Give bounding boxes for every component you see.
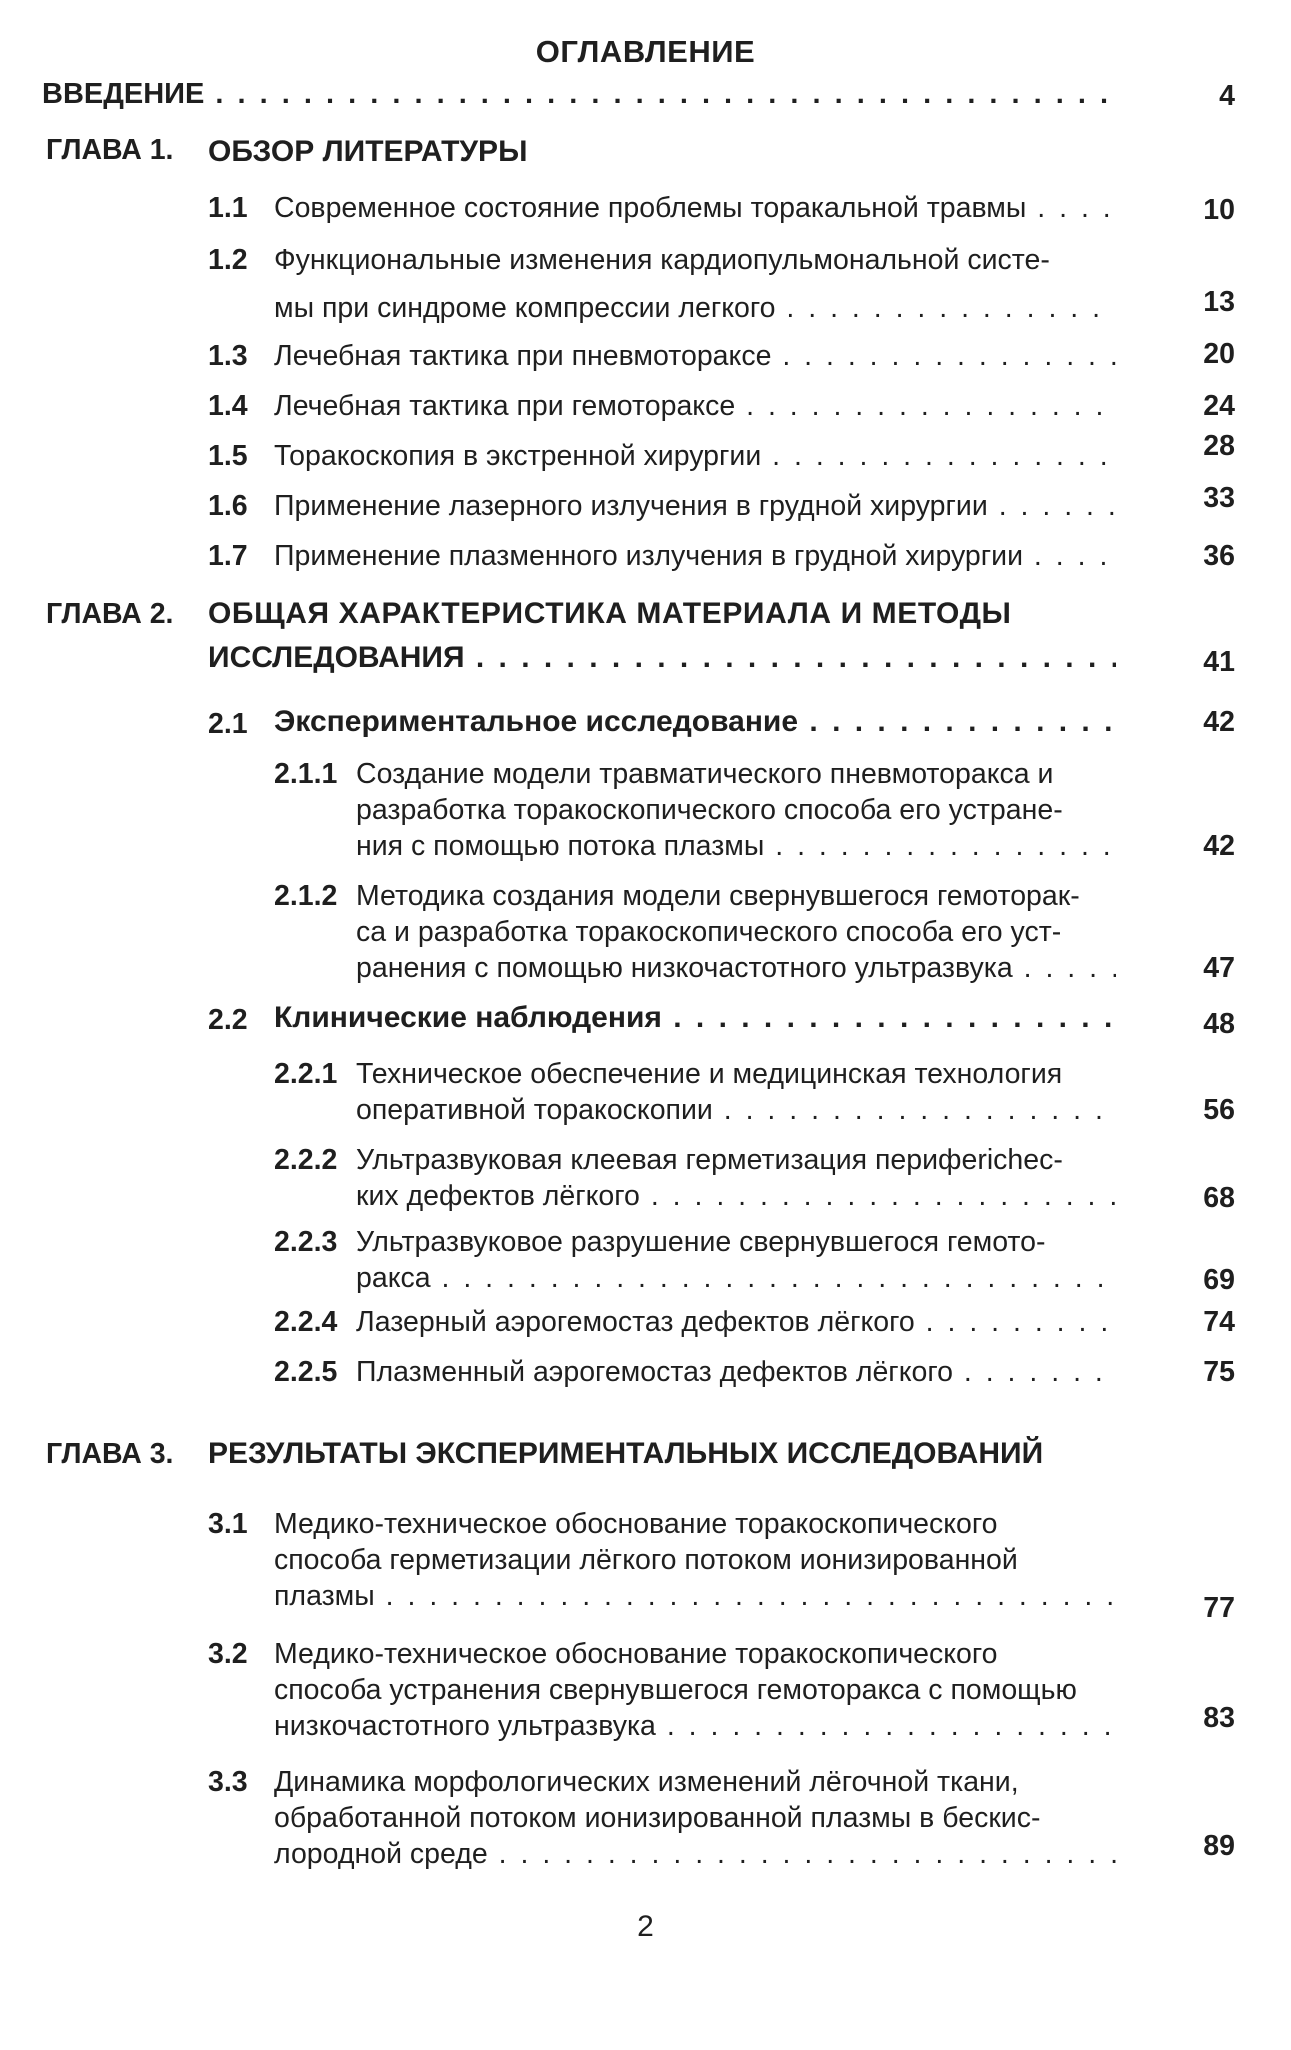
toc-entry-line: са и разработка торакоскопического способа его уст- <box>356 916 1062 948</box>
section-number: 1.1 <box>208 192 248 224</box>
toc-entry-text <box>356 1260 1116 1296</box>
toc-entry-line: Лечебная тактика при гемотораксе <box>274 390 736 422</box>
toc-entry-text <box>274 1578 1116 1614</box>
toc-page-number: 89 <box>1203 1830 1235 1862</box>
toc-entry-line: мы при синдроме компрессии легкого <box>274 292 776 324</box>
toc-entry-line: Торакоскопия в экстренной хирургии <box>274 440 762 472</box>
toc-entry-text <box>274 388 1116 424</box>
toc-entry-line: Функциональные изменения кардиопульмональной систе- <box>274 244 1050 276</box>
toc-page-number: 42 <box>1203 706 1235 738</box>
toc-entry-line: способа устранения свернувшегося гемоторакса с помощью <box>274 1674 1077 1706</box>
toc-entry-line: оперативной торакоскопии <box>356 1094 713 1126</box>
toc-entry-line: Современное состояние проблемы торакальной травмы <box>274 192 1027 224</box>
toc-entry-line: Плазменный аэрогемостаз дефектов лёгкого <box>356 1356 953 1388</box>
toc-entry-line: Создание модели травматического пневмоторакса и <box>356 758 1054 790</box>
toc-page-number: 47 <box>1203 952 1235 984</box>
section-title-text: Клинические наблюдения <box>274 1001 662 1034</box>
toc-entry-line: Методика создания модели свернувшегося гемоторак- <box>356 880 1080 912</box>
toc-entry-text <box>356 1178 1116 1214</box>
toc-entry-line: ких дефектов лёгкого <box>356 1180 640 1212</box>
chapter-1-label: ГЛАВА 1. <box>46 134 174 166</box>
toc-page-number: 28 <box>1203 430 1235 462</box>
toc-entry-text <box>274 438 1116 474</box>
toc-page-number: 42 <box>1203 830 1235 862</box>
toc-entry-line: Медико-техническое обоснование торакоскопического <box>274 1638 998 1670</box>
toc-page-number: 13 <box>1203 286 1235 318</box>
toc-page-number: 75 <box>1203 1356 1235 1388</box>
toc-entry-text <box>274 290 1116 326</box>
toc-entry-line: обработанной потоком ионизированной плазмы в бескис- <box>274 1802 1041 1834</box>
section-number: 3.1 <box>208 1508 248 1540</box>
toc-page-number: 10 <box>1203 194 1235 226</box>
toc-entry-line: ния с помощью потока плазмы <box>356 830 765 862</box>
toc-entry-line: Применение лазерного излучения в грудной хирургии <box>274 490 988 522</box>
toc-entry-line: Техническое обеспечение и медицинская технология <box>356 1058 1063 1090</box>
toc-entry-text <box>274 190 1116 226</box>
toc-page-number: 56 <box>1203 1094 1235 1126</box>
toc-entry-line: ранения с помощью низкочастотного ультразвука <box>356 952 1013 984</box>
toc-page-number: 68 <box>1203 1182 1235 1214</box>
toc-entry-line: Ультразвуковая клеевая герметизация перифericheс- <box>356 1144 1063 1176</box>
section-number: 1.6 <box>208 490 248 522</box>
toc-page-number: 41 <box>1203 646 1235 678</box>
section-number: 3.3 <box>208 1766 248 1798</box>
page-number: 2 <box>637 1910 654 1943</box>
section-number: 1.4 <box>208 390 248 422</box>
toc-entry-label: ВВЕДЕНИЕ <box>42 78 205 110</box>
toc-page-number: 4 <box>1219 80 1235 112</box>
toc-entry-text <box>274 1708 1116 1744</box>
section-number: 1.5 <box>208 440 248 472</box>
toc-entry-line: способа герметизации лёгкого потоком ионизированной <box>274 1544 1018 1576</box>
toc-entry-text <box>274 1836 1116 1872</box>
section-number: 2.1 <box>208 708 248 740</box>
toc-page-number: 77 <box>1203 1592 1235 1624</box>
section-number: 1.3 <box>208 340 248 372</box>
toc-page-number: 36 <box>1203 540 1235 572</box>
chapter-1-title: ОБЗОР ЛИТЕРАТУРЫ <box>208 135 528 168</box>
subsection-number: 2.2.3 <box>274 1226 338 1258</box>
toc-entry-line: Динамика морфологических изменений лёгочной ткани, <box>274 1766 1019 1798</box>
toc-entry-line: лородной среде <box>274 1838 488 1870</box>
subsection-number: 2.2.4 <box>274 1306 338 1338</box>
chapter-2-title <box>208 640 1116 676</box>
toc-title: ОГЛАВЛЕНИЕ <box>535 34 756 69</box>
toc-page-number: 83 <box>1203 1702 1235 1734</box>
toc-entry-text <box>274 488 1116 524</box>
subsection-number: 2.2.5 <box>274 1356 338 1388</box>
subsection-number: 2.2.1 <box>274 1058 338 1090</box>
toc-entry-line: ракса <box>356 1262 431 1294</box>
toc-entry-text <box>274 338 1116 374</box>
toc-page-number: 20 <box>1203 338 1235 370</box>
section-number: 1.2 <box>208 244 248 276</box>
toc-entry-line: Медико-техническое обоснование торакоскопического <box>274 1508 998 1540</box>
chapter-2-title-line: ОБЩАЯ ХАРАКТЕРИСТИКА МАТЕРИАЛА И МЕТОДЫ <box>208 597 1012 630</box>
toc-entry-text <box>356 828 1116 864</box>
toc-entry-text <box>356 1092 1116 1128</box>
toc-entry-line: низкочастотного ультразвука <box>274 1710 656 1742</box>
toc-page-number: 33 <box>1203 482 1235 514</box>
toc-entry-text <box>356 1304 1116 1340</box>
section-number: 1.7 <box>208 540 248 572</box>
section-number: 2.2 <box>208 1004 248 1036</box>
toc-entry-line: плазмы <box>274 1580 375 1612</box>
toc-page-number: 74 <box>1203 1306 1235 1338</box>
section-title <box>274 704 1116 740</box>
chapter-3-label: ГЛАВА 3. <box>46 1438 174 1470</box>
toc-entry-line: разработка торакоскопического способа его устране- <box>356 794 1063 826</box>
subsection-number: 2.2.2 <box>274 1144 338 1176</box>
toc-entry-text <box>356 950 1116 986</box>
toc-page-number: 48 <box>1203 1008 1235 1040</box>
section-title-text: Экспериментальное исследование <box>274 705 799 738</box>
section-title <box>274 1000 1116 1036</box>
toc-page-number: 69 <box>1203 1264 1235 1296</box>
subsection-number: 2.1.1 <box>274 758 338 790</box>
toc-entry-text <box>274 538 1116 574</box>
toc-entry-line: Ультразвуковое разрушение свернувшегося гемото- <box>356 1226 1046 1258</box>
toc-entry-text <box>356 1354 1116 1390</box>
chapter-2-label: ГЛАВА 2. <box>46 598 174 630</box>
toc-entry-line: Лазерный аэрогемостаз дефектов лёгкого <box>356 1306 915 1338</box>
toc-page-number: 24 <box>1203 390 1235 422</box>
chapter-2-title-line: ИССЛЕДОВАНИЯ <box>208 641 465 674</box>
toc-entry-line: Применение плазменного излучения в грудной хирургии <box>274 540 1024 572</box>
toc-entry-line: Лечебная тактика при пневмотораксе <box>274 340 772 372</box>
chapter-3-title: РЕЗУЛЬТАТЫ ЭКСПЕРИМЕНТАЛЬНЫХ ИССЛЕДОВАНИЙ <box>208 1437 1044 1470</box>
subsection-number: 2.1.2 <box>274 880 338 912</box>
section-number: 3.2 <box>208 1638 248 1670</box>
toc-entry-intro <box>42 76 1122 112</box>
